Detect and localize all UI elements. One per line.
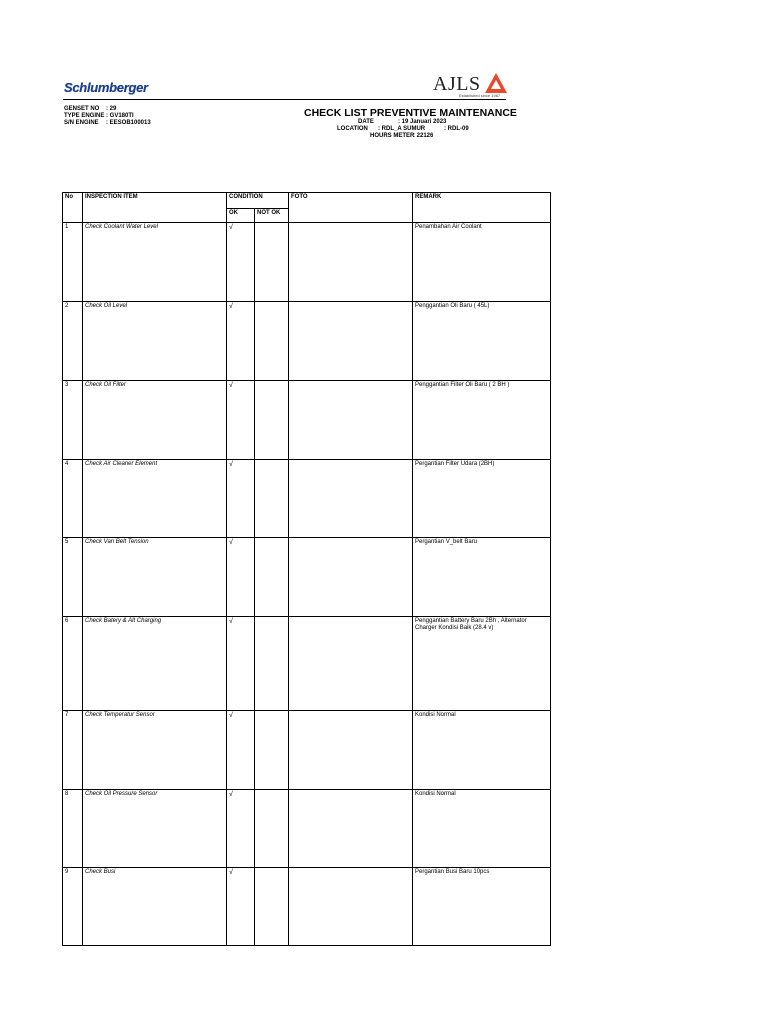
type-engine-value: : GV180TI [106,113,134,119]
row-foto [289,381,413,460]
row-no: 3 [63,381,83,460]
sn-engine-label: S/N ENGINE [64,120,99,126]
row-foto [289,711,413,790]
row-ok-check: √ [227,460,255,538]
row-inspection-item: Check Van Belt Tension [83,538,227,617]
header-inspection-item: INSPECTION ITEM [83,193,227,223]
table-row [63,223,551,302]
row-inspection-item: Check Temperatur Sensor [83,711,227,790]
page-title: CHECK LIST PREVENTIVE MAINTENANCE [304,107,517,119]
row-remark: Penggantian Filter Oli Baru ( 2 BH ) [413,381,551,460]
header-condition: CONDITION [227,193,289,209]
location-label: LOCATION [337,126,368,132]
row-foto [289,617,413,711]
row-remark: Penggantian Oli Baru ( 45L) [413,302,551,381]
row-not-ok [255,790,289,868]
row-not-ok [255,617,289,711]
row-inspection-item: Check Oil Filter [83,381,227,460]
row-inspection-item: Check Air Cleaner Element [83,460,227,538]
header-no: No [63,193,83,223]
row-no: 5 [63,538,83,617]
table-row [63,868,551,946]
row-ok-check: √ [227,868,255,946]
genset-no-value: : 29 [106,106,117,112]
row-no: 7 [63,711,83,790]
type-engine-row [64,113,151,120]
ajls-triangle-icon [484,72,508,94]
table-row [63,617,551,711]
row-foto [289,223,413,302]
header-foto: FOTO [289,193,413,223]
row-foto [289,538,413,617]
row-foto [289,460,413,538]
row-not-ok [255,223,289,302]
row-foto [289,868,413,946]
row-remark: Pergantian Busi Baru 10pcs [413,868,551,946]
row-foto [289,790,413,868]
well-value: : RDL-09 [444,126,469,132]
date-label: DATE [358,119,374,125]
row-inspection-item: Check Batery & Alt Charging [83,617,227,711]
row-remark: Penggantian Battery Baru 2Bh , Alternator Charger Kondisi Baik (28.4 v) [413,617,551,711]
row-remark: Penambahan Air Coolant [413,223,551,302]
hours-meter-label: HOURS METER [370,133,415,139]
ajls-tagline: Established since 1987 [459,93,501,98]
row-inspection-item: Check Coolant Water Level [83,223,227,302]
header-not-ok: NOT OK [255,209,289,223]
table-row [63,381,551,460]
row-inspection-item: Check Busi [83,868,227,946]
sn-engine-row [64,120,151,127]
table-row [63,711,551,790]
table-row [63,460,551,538]
ajls-logo [430,69,512,99]
row-ok-check: √ [227,381,255,460]
type-engine-label: TYPE ENGINE [64,113,105,119]
row-not-ok [255,381,289,460]
row-no: 1 [63,223,83,302]
table-row [63,302,551,381]
date-value: : 19 Januari 2023 [398,119,447,125]
row-no: 2 [63,302,83,381]
table-header-row [63,193,551,209]
table-row [63,790,551,868]
genset-no-label: GENSET NO [64,106,100,112]
hours-meter-value: : 22126 [413,133,434,139]
row-ok-check: √ [227,302,255,381]
row-ok-check: √ [227,223,255,302]
genset-info [64,106,151,127]
row-no: 6 [63,617,83,711]
row-not-ok [255,711,289,790]
row-remark: Pergantian Filter Udara (2BH) [413,460,551,538]
header-remark: REMARK [413,193,551,223]
row-ok-check: √ [227,711,255,790]
row-ok-check: √ [227,790,255,868]
row-not-ok [255,302,289,381]
location-value: : RDL_A SUMUR [378,126,426,132]
row-not-ok [255,868,289,946]
genset-no-row [64,106,151,113]
header-ok: OK [227,209,255,223]
row-foto [289,302,413,381]
row-ok-check: √ [227,617,255,711]
inspection-table [62,192,551,946]
schlumberger-logo: Schlumberger [64,80,148,95]
header-divider [63,99,506,100]
row-no: 8 [63,790,83,868]
row-not-ok [255,460,289,538]
row-no: 4 [63,460,83,538]
table-row [63,538,551,617]
row-remark: Kondisi Normal [413,790,551,868]
row-inspection-item: Check Oil Level [83,302,227,381]
row-not-ok [255,538,289,617]
row-remark: Pergantian V_belt Baru [413,538,551,617]
row-no: 9 [63,868,83,946]
row-remark: Kondisi Normal [413,711,551,790]
row-inspection-item: Check Oil Pressure Sensor [83,790,227,868]
sn-engine-value: : EESOB100013 [106,120,151,126]
ajls-wordmark: AJLS [433,73,481,95]
row-ok-check: √ [227,538,255,617]
